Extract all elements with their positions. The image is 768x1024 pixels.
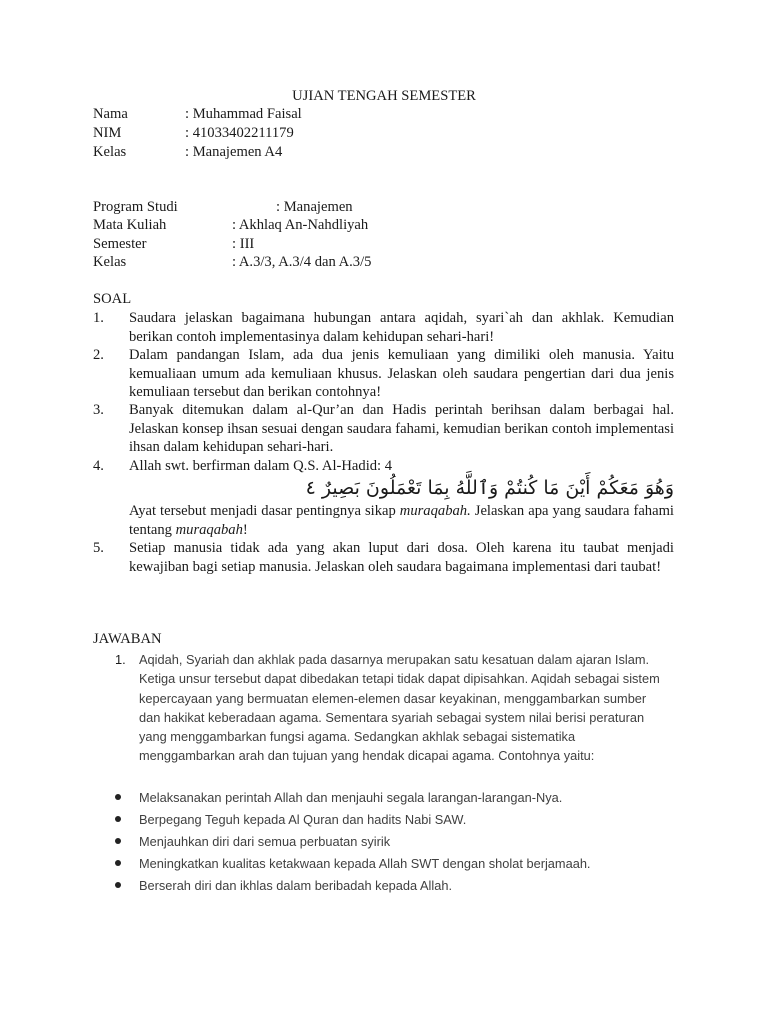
jawaban-heading: JAWABAN [93,631,162,647]
course-row-semester [93,235,254,254]
question-number: 4. [93,458,104,474]
question-followup-text: Ayat tersebut menjadi dasar pentingnya sikap muraqabah. Jelaskan apa yang saudara fahami tentang muraqabah! [129,503,674,538]
course-label: Kelas [93,254,127,270]
question-item [93,346,674,402]
course-value: : A.3/3, A.3/4 dan A.3/5 [232,254,372,270]
course-value: : Akhlaq An-Nahdliyah [232,217,369,233]
identity-row-name [93,105,302,124]
question-item [93,539,674,576]
question-number: 3. [93,402,104,418]
answer-number: 1. [115,652,126,667]
answer-bullet: Melaksanakan perintah Allah dan menjauhi segala larangan-larangan-Nya. [115,788,562,807]
question-text: Banyak ditemukan dalam al-Qur’an dan Hadis perintah berihsan dalam berbagai hal. Jelaskan konsep ihsan sesuai dengan saudara fahami, kemudian berikan contoh implementasi ihsan dalam kehidupan sehari-hari. [129,402,674,456]
question-item [93,401,674,457]
course-label: Mata Kuliah [93,217,167,233]
identity-row-kelas [93,143,282,162]
bullet-dot [115,794,121,800]
course-value: : III [232,236,255,252]
bullet-dot [115,816,121,822]
document-title: UJIAN TENGAH SEMESTER [292,88,476,104]
question-item [93,457,674,476]
bullet-dot [115,882,121,888]
identity-row-nim [93,124,294,143]
question-item [93,309,674,346]
answer-text: Aqidah, Syariah dan akhlak pada dasarnya merupakan satu kesatuan dalam ajaran Islam. Ketiga unsur tersebut dapat dibedakan tetapi tidak dapat dipisahkan. Aqidah sebagai sistem kepercayaan yang bermuatan elemen-elemen dasar keyakinan, menggambarkan sumber dan hakikat keberadaan agama. Sementara syariah sebagai system nilai berisi peraturan yang menggambarkan fungsi agama. Sedangkan akhlak sebagai sistematika menggambarkan arah dan tujuan yang hendak dicapai agama. Contohnya yaitu: [139,652,660,764]
course-row-program [93,198,353,217]
answer-bullet: Menjauhkan diri dari semua perbuatan syirik [115,832,390,851]
identity-label: NIM [93,125,122,141]
question-number: 5. [93,540,104,556]
question-text: Allah swt. berfirman dalam Q.S. Al-Hadid: 4 [129,458,393,474]
question-text: Dalam pandangan Islam, ada dua jenis kemuliaan yang dimiliki oleh manusia. Yaitu kemualiaan umum ada kemuliaan khusus. Jelaskan oleh saudara pengertian dari dua jenis kemuliaan tersebut dan berikan contohnya! [129,347,674,401]
identity-value: : 41033402211179 [185,125,294,141]
identity-value: : Muhammad Faisal [185,106,302,122]
question-number: 1. [93,310,104,326]
question-followup [93,502,674,539]
course-row-kelas [93,253,371,272]
arabic-verse: وَهُوَ مَعَكُمْ أَيْنَ مَا كُنتُمْ وَٱللَّهُ بِمَا تَعْمَلُونَ بَصِيرٌ ٤ [305,477,674,499]
course-row-matakuliah [93,216,368,235]
answer-bullet: Berpegang Teguh kepada Al Quran dan hadits Nabi SAW. [115,810,466,829]
course-label: Program Studi [93,199,178,215]
identity-label: Kelas [93,144,127,160]
bullet-dot [115,860,121,866]
soal-heading: SOAL [93,291,132,307]
bullet-dot [115,838,121,844]
course-label: Semester [93,236,147,252]
identity-label: Nama [93,106,128,122]
question-text: Saudara jelaskan bagaimana hubungan antara aqidah, syari`ah dan akhlak. Kemudian berikan contoh implementasinya dalam kehidupan sehari-hari! [129,310,674,345]
identity-value: : Manajemen A4 [185,144,283,160]
question-text: Setiap manusia tidak ada yang akan luput dari dosa. Oleh karena itu taubat menjadi kewajiban bagi setiap manusia. Jelaskan oleh saudara bagaimana implementasi dari taubat! [129,540,674,575]
answer-bullet: Meningkatkan kualitas ketakwaan kepada Allah SWT dengan sholat berjamaah. [115,854,591,873]
course-value: : Manajemen [276,199,353,215]
question-number: 2. [93,347,104,363]
answer-bullet: Berserah diri dan ikhlas dalam beribadah kepada Allah. [115,876,452,895]
